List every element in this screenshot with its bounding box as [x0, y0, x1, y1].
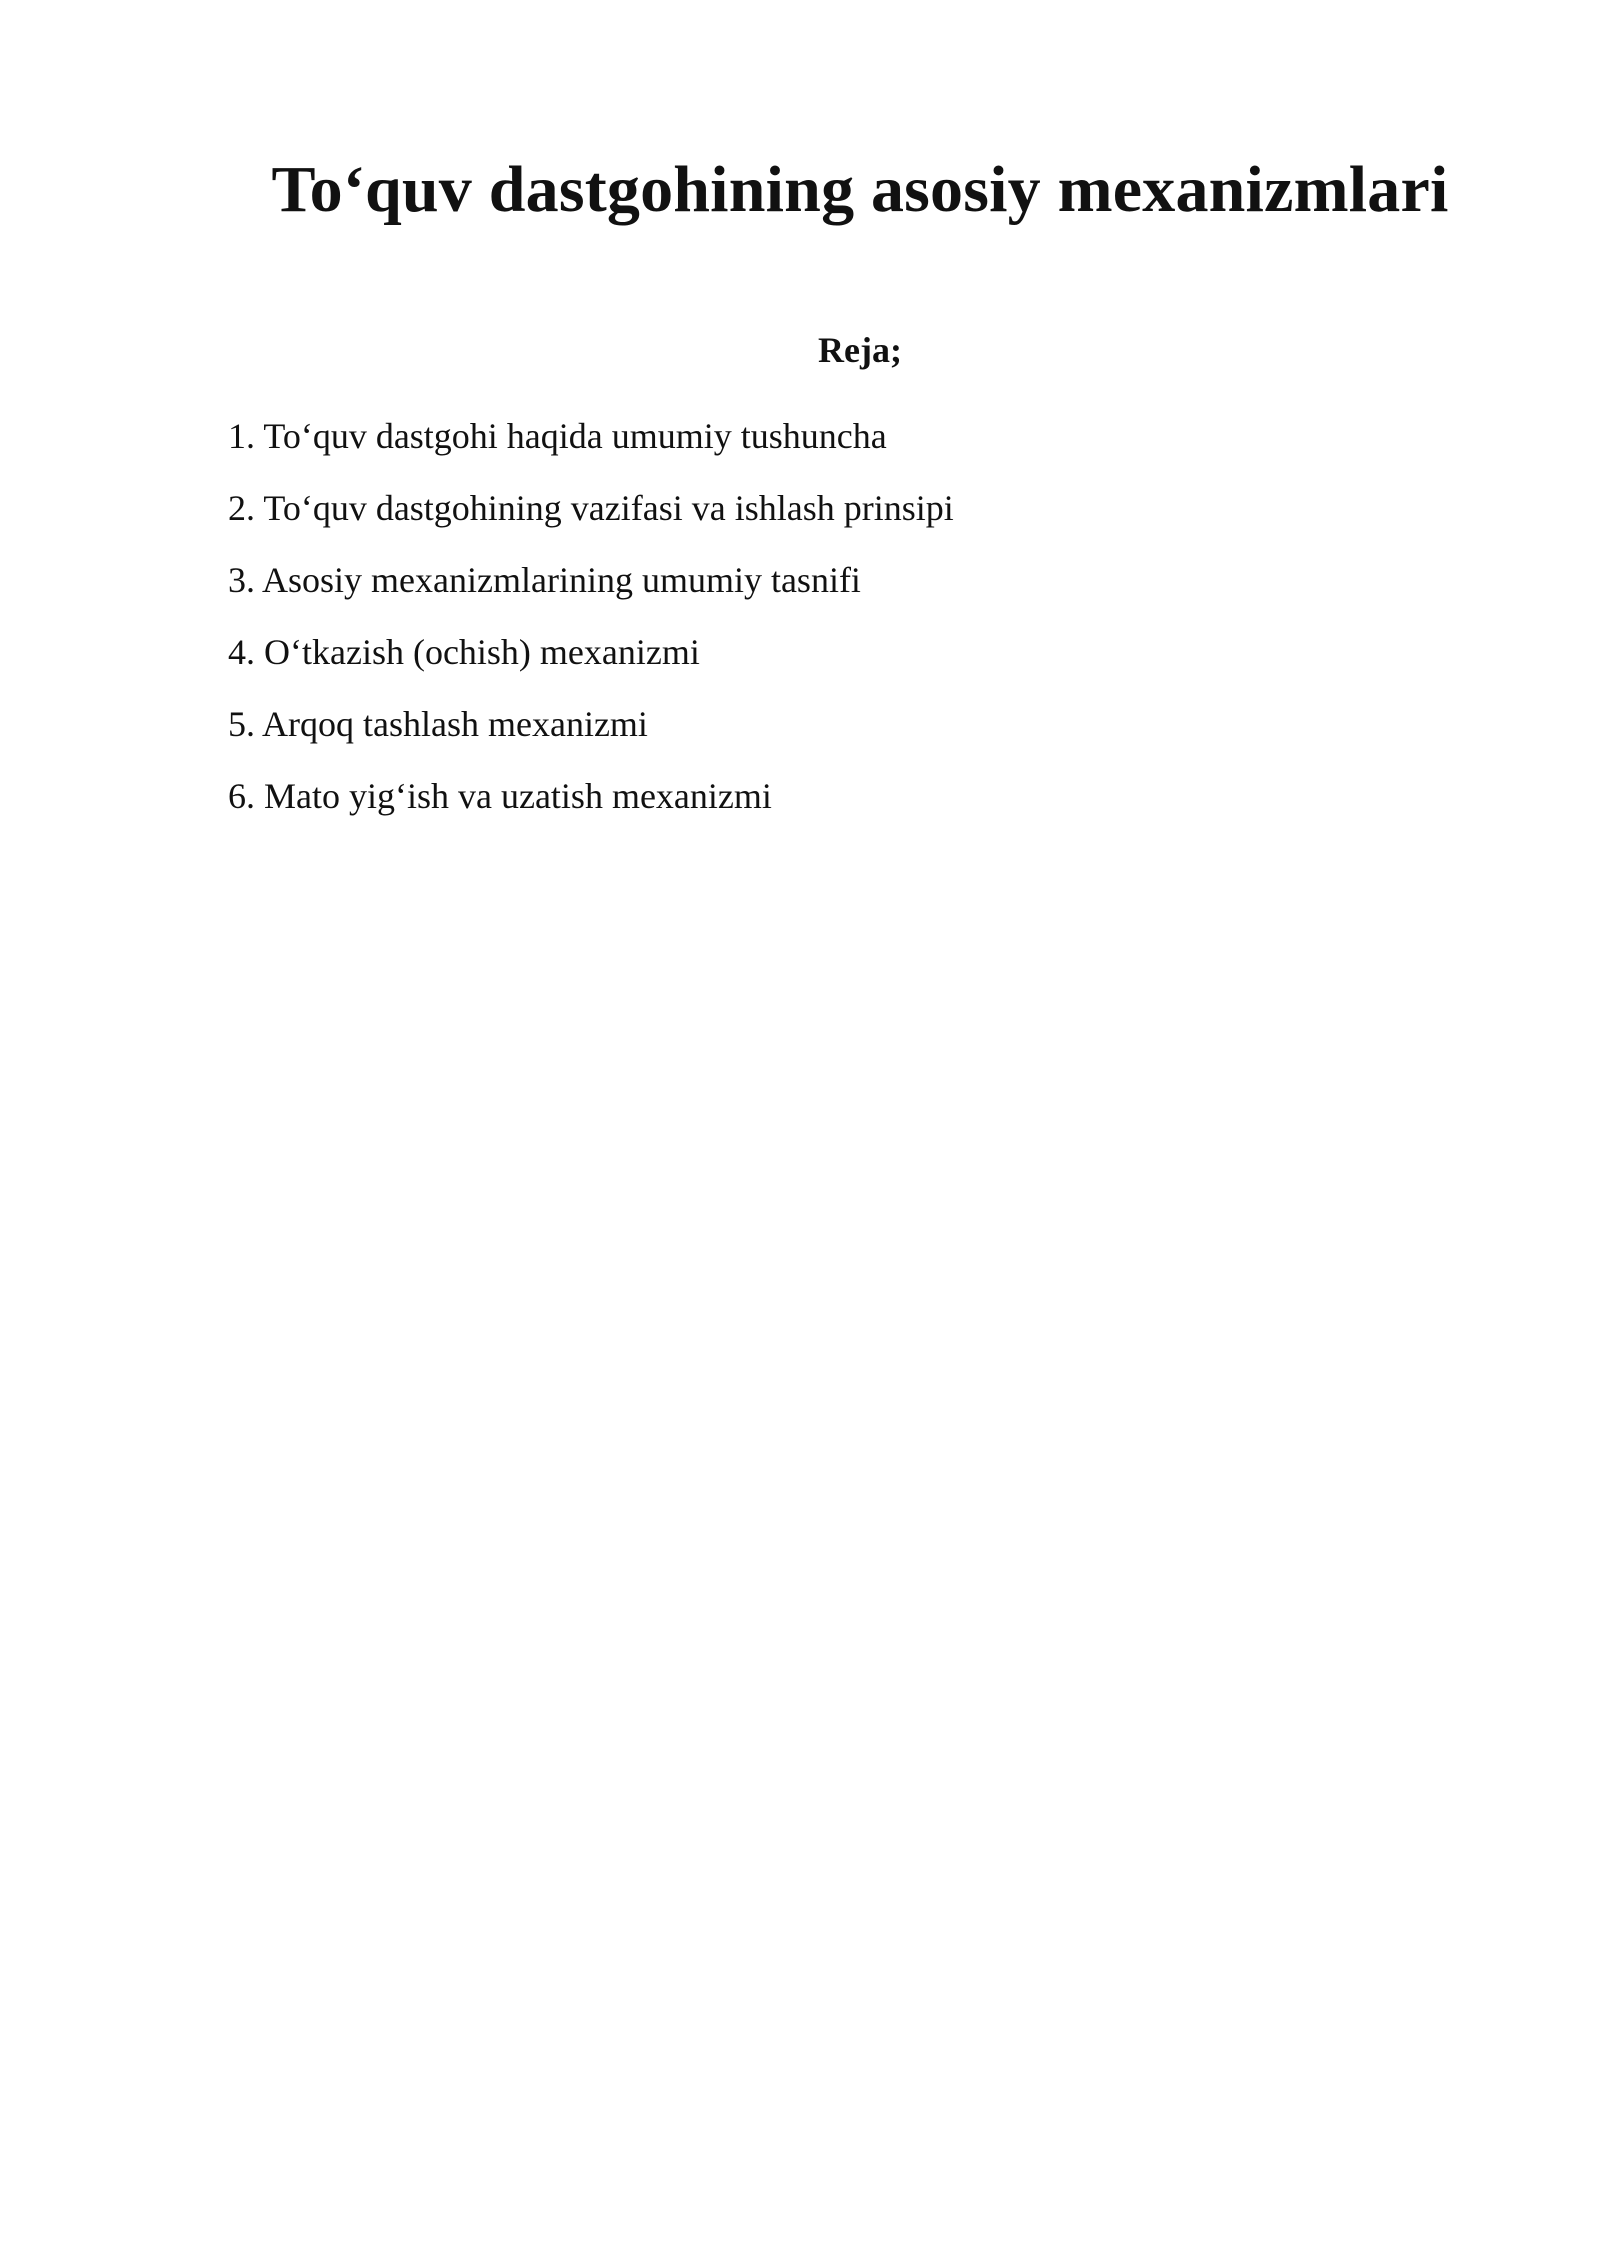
- plan-item: 5. Arqoq tashlash mexanizmi: [228, 704, 648, 744]
- plan-item: 6. Mato yig‘ish va uzatish mexanizmi: [228, 776, 772, 816]
- plan-heading: Reja;: [818, 330, 902, 370]
- plan-item: 1. To‘quv dastgohi haqida umumiy tushuncha: [228, 416, 887, 456]
- plan-item: 4. O‘tkazish (ochish) mexanizmi: [228, 632, 700, 672]
- document-title: To‘quv dastgohining asosiy mexanizmlari: [271, 153, 1449, 226]
- plan-item: 3. Asosiy mexanizmlarining umumiy tasnifi: [228, 560, 861, 600]
- plan-item: 2. To‘quv dastgohining vazifasi va ishlash prinsipi: [228, 488, 954, 528]
- plan-list: [228, 400, 954, 832]
